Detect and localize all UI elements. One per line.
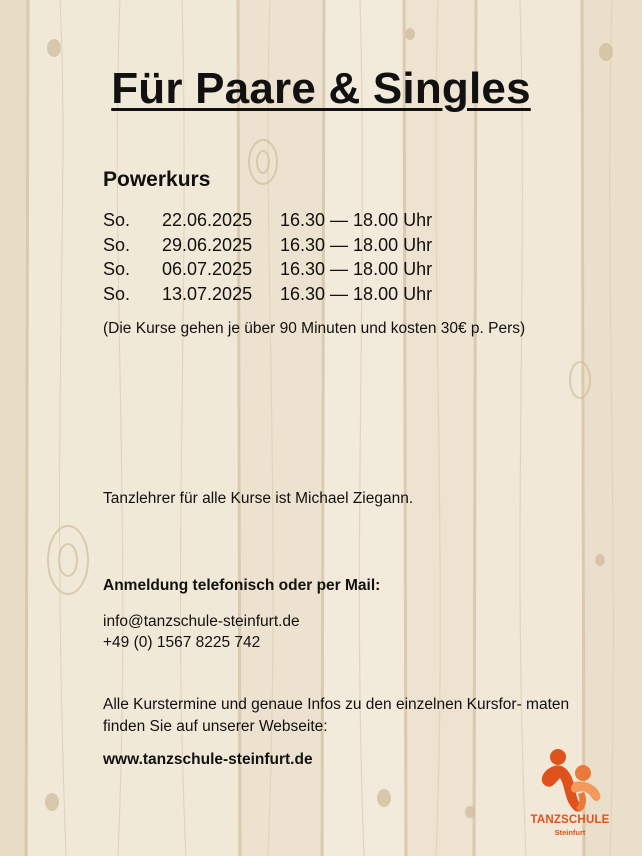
schedule-day: So. — [103, 210, 131, 230]
logo-name: TANZSCHULE — [530, 814, 610, 826]
schedule-date: 13.07.2025 — [162, 283, 253, 304]
course-name: Powerkurs — [103, 168, 211, 191]
page-title: Für Paare & Singles — [111, 64, 531, 113]
email-link[interactable]: info@tanzschule-steinfurt.de — [103, 613, 300, 630]
tanzschule-logo — [520, 748, 620, 837]
website-link[interactable]: www.tanzschule-steinfurt.de — [103, 751, 313, 768]
schedule-time: 16.30 — 18.00 Uhr — [280, 259, 433, 279]
schedule-row — [103, 257, 480, 282]
schedule-date: 06.07.2025 — [162, 259, 253, 279]
dancing-couple-icon — [534, 748, 604, 814]
schedule-day: So. — [103, 234, 131, 255]
schedule-time: 16.30 — 18.00 Uhr — [280, 234, 433, 255]
course-note: (Die Kurse gehen je über 90 Minuten und kosten 30€ p. Pers) — [103, 320, 526, 337]
schedule-date: 22.06.2025 — [162, 210, 253, 230]
schedule-row — [103, 208, 480, 233]
schedule-time: 16.30 — 18.00 Uhr — [280, 210, 433, 230]
schedule-day: So. — [103, 283, 131, 304]
teacher-info: Tanzlehrer für alle Kurse ist Michael Ziegann. — [103, 490, 414, 507]
schedule-date: 29.06.2025 — [162, 234, 253, 255]
schedule-row — [103, 233, 480, 258]
schedule-row — [103, 282, 480, 307]
course-schedule — [103, 208, 480, 306]
schedule-time: 16.30 — 18.00 Uhr — [280, 283, 433, 304]
logo-subtitle: Steinfurt — [554, 828, 586, 837]
phone-number[interactable]: +49 (0) 1567 8225 742 — [103, 634, 261, 651]
info-text: Alle Kurstermine und genaue Infos zu den einzelnen Kursfor- maten finden Sie auf unserer Webseite: — [103, 696, 570, 735]
registration-heading: Anmeldung telefonisch oder per Mail: — [103, 577, 381, 594]
schedule-day: So. — [103, 259, 131, 279]
contact-details — [103, 611, 300, 653]
